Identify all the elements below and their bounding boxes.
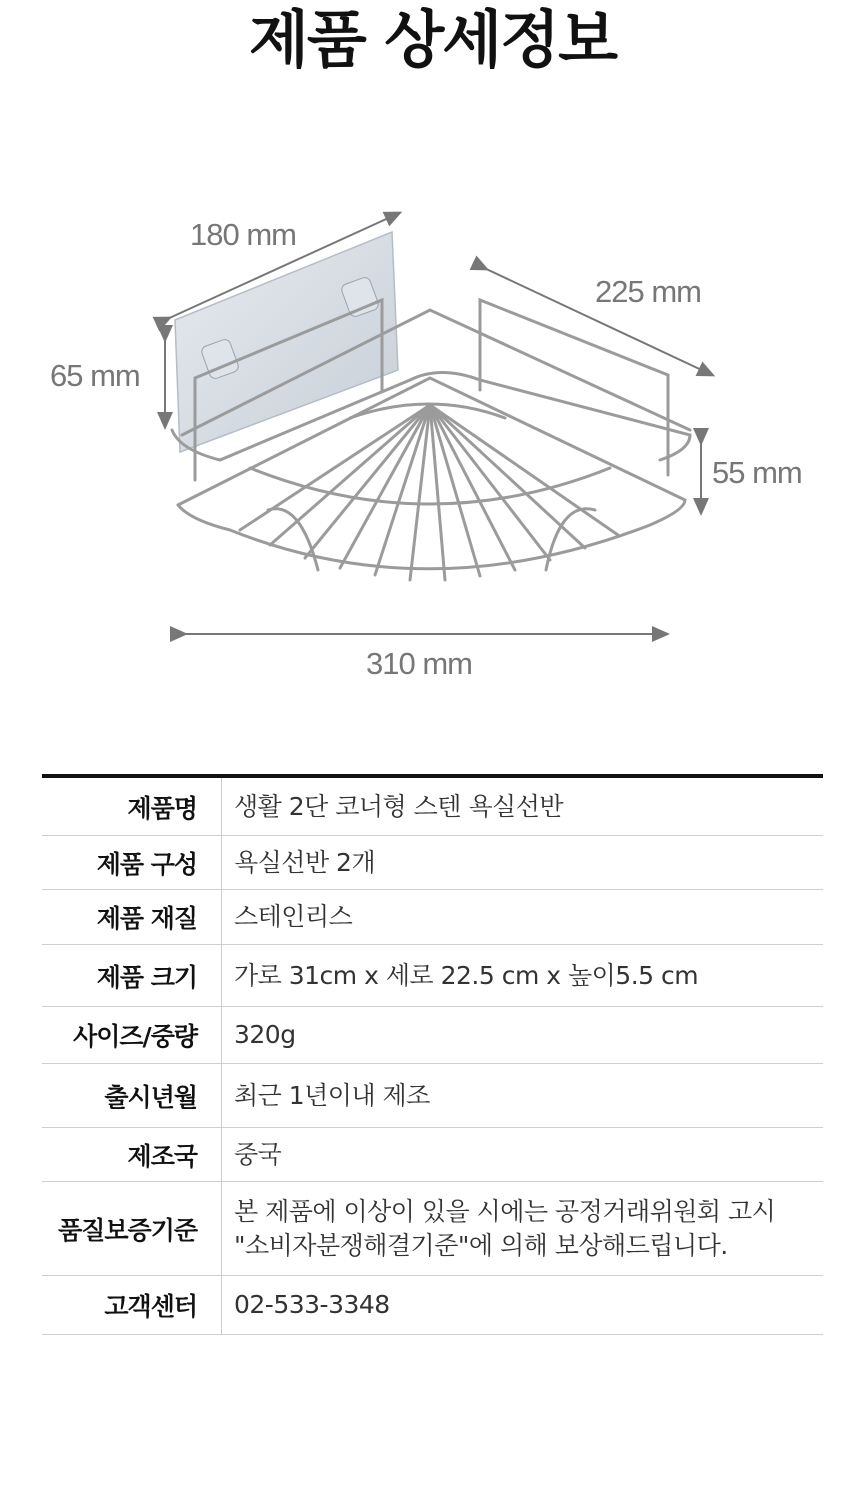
spec-value: 최근 1년이내 제조 <box>234 1080 430 1110</box>
dimension-height-plate: 65 mm <box>50 358 140 393</box>
spec-label: 제품명 <box>42 778 222 835</box>
spec-label: 품질보증기준 <box>42 1182 222 1275</box>
spec-value: 생활 2단 코너형 스텐 욕실선반 <box>234 791 563 821</box>
spec-value: 320g <box>234 1020 296 1049</box>
spec-label: 제품 구성 <box>42 836 222 889</box>
spec-label: 출시년월 <box>42 1064 222 1127</box>
spec-row-release-date <box>42 1064 823 1128</box>
spec-label: 제품 크기 <box>42 945 222 1006</box>
corner-shelf-illustration <box>0 190 865 710</box>
spec-value: 가로 31cm x 세로 22.5 cm x 높이5.5 cm <box>234 960 699 990</box>
spec-label: 제품 재질 <box>42 890 222 944</box>
spec-row-composition <box>42 836 823 890</box>
spec-row-material <box>42 890 823 945</box>
spec-value: 욕실선반 2개 <box>234 847 376 877</box>
page-title: 제품 상세정보 <box>249 3 616 76</box>
spec-row-customer-center <box>42 1276 823 1335</box>
spec-label: 제조국 <box>42 1128 222 1181</box>
spec-row-warranty <box>42 1182 823 1276</box>
spec-row-weight <box>42 1007 823 1064</box>
spec-value: 스테인리스 <box>234 902 353 931</box>
dimension-depth: 225 mm <box>595 274 701 309</box>
spec-row-origin <box>42 1128 823 1182</box>
spec-value: 02-533-3348 <box>234 1290 390 1319</box>
spec-value: 중국 <box>234 1139 282 1169</box>
product-dimension-diagram <box>0 190 865 710</box>
spec-label: 사이즈/중량 <box>42 1007 222 1063</box>
dimension-width-top: 180 mm <box>190 217 296 252</box>
product-spec-table <box>42 774 823 1335</box>
dimension-height-basket: 55 mm <box>712 455 802 490</box>
spec-label: 고객센터 <box>42 1276 222 1334</box>
dimension-width-bottom: 310 mm <box>366 646 472 681</box>
spec-value: 본 제품에 이상이 있을 시에는 공정거래위원회 고시 "소비자분쟁해결기준"에 의해 보상해드립니다. <box>234 1196 776 1260</box>
spec-row-size <box>42 945 823 1007</box>
spec-row-product-name <box>42 778 823 836</box>
